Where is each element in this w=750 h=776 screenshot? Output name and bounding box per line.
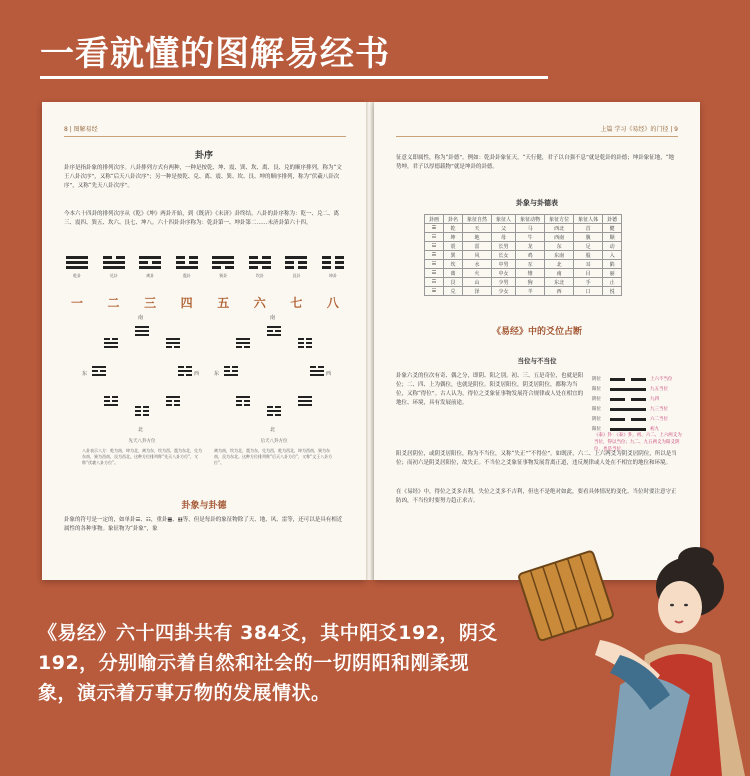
trigram-name: 坎卦 [255,273,264,278]
table-cell: ☴ [425,251,444,260]
trigram-2 [137,256,163,296]
trigram-zhen [224,366,238,376]
trigram-line [249,256,271,259]
table-cell: 北 [545,260,574,269]
trigram-numeral: 五 [217,296,230,310]
trigram-name: 坤卦 [328,273,337,278]
table-cell: ☲ [425,269,444,278]
paragraph: 卦象的符号是一定的，如单卦☰、☷，重卦䷀、䷁等，但是每卦的象征物除了天、地、风、雷等，还可以是具有相近属性的各种事物。象征物为“卦象”，象 [64,517,343,532]
table-cell: 腹 [574,233,603,242]
houtian-bagua-wheel [214,314,334,434]
table-row [425,260,622,269]
table-cell: 雷 [463,242,492,251]
trigram-numeral: 七 [290,296,303,310]
book-gutter [366,102,374,580]
paragraph: 阳爻居阴位，或阴爻居阳位，称为不当位，又称“失正”“不得位”。如既济，六二、上六两爻为阴爻居阴位，所以是当位；而初六是阴爻居阳位，故失正。不当位之爻象征事物发展背离正道，违反规律或人处在不相宜的地位和环境。 [396,451,677,466]
table-cell: ☱ [425,287,444,296]
annotation-note: 《泰》卦：《泰》卦，初、六二、上六两爻为当位，得以当位；九二、九五两爻为阳爻阴位，也是当位。 [594,433,682,452]
table-cell: 股 [574,251,603,260]
table-cell: ☶ [425,278,444,287]
table-cell: ☳ [425,242,444,251]
table-header-cell: 卦画 [425,215,444,224]
table-cell: 目 [574,269,603,278]
header-rule [64,136,346,137]
table-cell: 东 [545,242,574,251]
trigram-line [139,261,161,264]
table-cell: 山 [463,278,492,287]
trigram-line [322,266,344,269]
trigram-line [176,256,198,259]
trigram-name: 乾卦 [73,273,81,278]
yao-line [610,408,646,411]
direction-south: 南 [270,315,276,321]
trigram-line [103,256,125,259]
trigram-line [66,266,88,269]
header-rule [396,136,678,137]
trigram-line [322,261,344,264]
left-page [42,102,366,580]
trigram-name: 兑卦 [109,273,118,278]
table-cell: 西北 [545,224,574,233]
trigram-gen [236,396,250,406]
table-header-cell: 卦德 [603,215,622,224]
direction-west: 西 [326,371,332,377]
yao-position: 上六不当位 [650,377,673,382]
table-cell: 健 [603,224,622,233]
xiantian-bagua-wheel [82,314,202,434]
trigram-line [212,266,234,269]
direction-south: 南 [138,315,144,321]
trigram-line [212,256,234,259]
trigram-4 [210,256,236,296]
table-cell: 耳 [574,260,603,269]
table-cell: 离 [444,269,463,278]
yao-label: 阴位 [592,397,601,402]
table-cell: 火 [463,269,492,278]
trigram-kun [298,338,312,348]
table-cell: 鸡 [516,251,545,260]
table-cell: 坤 [444,233,463,242]
trigram-line [176,261,198,264]
trigram-xun [166,338,180,348]
trigram-numerals [64,294,346,311]
guaxiang-table [424,214,622,296]
trigram-1 [101,256,127,296]
table-cell: 南 [545,269,574,278]
trigram-xun [236,338,250,348]
yao-position: 初九 [650,427,659,432]
wheel-note: 离为南，坎为北，震为东，兑为西，乾为西北，坤为西南，巽为东南，艮为东北。这种方位排列称“后天八卦方位”，又称“文王八卦方位”。 [214,448,333,465]
yao-label: 阴位 [592,417,601,422]
trigram-line [285,261,307,264]
table-cell: 长女 [492,251,516,260]
table-cell: 止 [603,278,622,287]
trigram-line [139,256,161,259]
trigram-line [285,256,307,259]
table-cell: 丽 [603,269,622,278]
yao-label: 阴位 [592,377,601,382]
trigram-name: 巽卦 [219,273,228,278]
direction-north: 北 [138,427,144,433]
table-cell: 顺 [603,233,622,242]
table-cell: 龙 [516,242,545,251]
right-page-header: 上篇 学习《易经》的门径 | 9 [600,126,678,133]
trigram-line [66,261,88,264]
table-cell: 豕 [516,260,545,269]
table-cell: 长男 [492,242,516,251]
table-cell: 狗 [516,278,545,287]
table-cell: 手 [574,278,603,287]
table-cell: 坎 [444,260,463,269]
yao-position: 六二当位 [650,417,668,422]
paragraph: 卦序是指卦象的排列次序。八卦排列方式有两种，一种是按乾、坤、震、巽、坎、离、艮、兑的顺序排列，称为“文王八卦次序”，又称“后天八卦次序”；另一种是按乾、兑、离、震、巽、坎、艮、坤的顺序排列，称为“伏羲八卦次序”，又称“先天八卦次序”。 [64,165,342,189]
trigram-line [103,261,125,264]
trigram-dui [310,366,324,376]
table-header-cell: 象征自然 [463,215,492,224]
yao-position-diagram [592,374,682,434]
yao-row [592,404,682,414]
paragraph: 卦象六爻的位次有奇、偶之分，即阴、阳之别。初、三、五是奇位，也就是阳位；二、四、上为偶位，也就是阴位。阳爻居阳位，阴爻居阴位，都称为当位，又称“得位”。古人认为，得位之爻象征事物发展符合规律或人处在相宜的地位、环境，具有发展前途。 [396,373,584,406]
yao-line [610,398,646,401]
yao-row [592,374,682,384]
table-cell: 牛 [516,233,545,242]
table-cell: 天 [463,224,492,233]
table-row [425,233,622,242]
table-row [425,251,622,260]
table-cell: 震 [444,242,463,251]
table-cell: 地 [463,233,492,242]
yao-label: 阳位 [592,407,601,412]
trigram-5 [247,256,273,296]
wheel-caption: 先天八卦方位 [128,439,156,444]
table-cell: 雉 [516,269,545,278]
yao-line [610,418,646,421]
table-header-cell: 象征动物 [516,215,545,224]
trigram-numeral: 六 [253,296,266,310]
table-row [425,278,622,287]
trigram-line [103,266,125,269]
table-cell: 马 [516,224,545,233]
table-header-cell: 象征人 [492,215,516,224]
right-page [374,102,700,580]
table-title: 卦象与卦德表 [516,199,558,207]
trigram-line [176,266,198,269]
trigram-li [267,326,281,336]
paragraph: 今本六十四卦的排列次序从《乾》《坤》两卦开始，到《既济》《未济》卦终结。八卦的卦序称为：乾一、兑二、离三、震四、巽五、坎六、艮七、坤八。六十四卦卦序称为：乾卦第一、坤卦第二……未济卦第六十四。 [64,211,340,226]
yao-line [610,428,646,431]
table-cell: 入 [603,251,622,260]
banner-title: 一看就懂的图解易经书 [40,34,390,74]
table-cell: 泽 [463,287,492,296]
trigram-kan [267,406,281,416]
trigram-kun [135,406,149,416]
yao-label: 阳位 [592,427,601,432]
table-row [425,242,622,251]
trigram-line [249,261,271,264]
trigram-qian [135,326,149,336]
subsection-title: 当位与不当位 [517,357,557,365]
table-cell: 艮 [444,278,463,287]
table-cell: 悦 [603,287,622,296]
title-underline [40,76,548,79]
table-cell: 巽 [444,251,463,260]
trigram-numeral: 三 [144,296,157,310]
direction-east: 东 [82,371,88,377]
direction-north: 北 [270,427,276,433]
trigram-li [92,366,106,376]
table-cell: 羊 [516,287,545,296]
table-cell: 少女 [492,287,516,296]
table-cell: 首 [574,224,603,233]
trigram-gen [166,396,180,406]
yao-row [592,394,682,404]
table-row [425,287,622,296]
table-cell: 兑 [444,287,463,296]
table-cell: 水 [463,260,492,269]
table-cell: 少男 [492,278,516,287]
left-page-header: 8 | 图解易经 [64,126,98,133]
trigram-line [285,266,307,269]
trigram-7 [320,256,346,296]
trigram-numeral: 八 [326,296,339,310]
trigram-dui [104,338,118,348]
trigram-line [212,261,234,264]
trigram-numeral: 二 [107,296,120,310]
paragraph: 在《易经》中，得位之爻多吉利，失位之爻多不吉利，但也不是绝对如此，要看具体情况的变化。当位时要注意守正防凶，不当位时要努力趋正求吉。 [396,489,677,504]
trigram-zhen [104,396,118,406]
trigram-name: 离卦 [146,273,155,278]
table-row [425,269,622,278]
table-cell: 风 [463,251,492,260]
trigram-numeral: 一 [70,296,83,310]
yao-position: 九五当位 [650,387,668,392]
paragraph: 征意义即属性，称为“卦德”。例如：乾卦卦象征天，“天行健，君子以自强不息”就是乾卦的卦德；坤卦象征地，“地势坤，君子以厚德载物”就是坤卦的卦德。 [396,155,675,170]
yao-row [592,384,682,394]
table-header-cell: 象征人体 [574,215,603,224]
table-cell: ☵ [425,260,444,269]
section-title-guaxiang: 卦象与卦德 [181,501,227,511]
yao-label: 阳位 [592,387,601,392]
table-header-cell: 象征方位 [545,215,574,224]
yao-position: 九三当位 [650,407,668,412]
table-cell: 中男 [492,260,516,269]
table-cell: 足 [574,242,603,251]
table-cell: 西 [545,287,574,296]
table-cell: 东南 [545,251,574,260]
trigram-6 [283,256,309,296]
table-header-cell: 卦名 [444,215,463,224]
table-cell: 中女 [492,269,516,278]
table-cell: 口 [574,287,603,296]
table-cell: 母 [492,233,516,242]
trigram-3 [174,256,200,296]
direction-west: 西 [194,371,200,377]
wheel-caption: 后天八卦方位 [260,439,288,444]
scholar-illustration [500,545,750,776]
table-cell: 乾 [444,224,463,233]
table-row [425,224,622,233]
trigram-qian [298,396,312,406]
trigram-kan [178,366,192,376]
table-cell: 东北 [545,278,574,287]
trigram-0 [64,256,90,296]
table-cell: 动 [603,242,622,251]
table-cell: 西南 [545,233,574,242]
table-cell: ☰ [425,224,444,233]
trigram-name: 艮卦 [292,273,301,278]
trigram-numeral: 四 [180,296,193,310]
direction-east: 东 [214,371,220,377]
yao-row [592,414,682,424]
bottom-caption: 《易经》六十四卦共有 384爻，其中阳爻192，阴爻192，分别喻示着自然和社会的一切阴阳和刚柔现象，演示着万事万物的发展情状。 [38,622,498,704]
yao-line [610,388,646,391]
table-cell: 父 [492,224,516,233]
yao-position: 九四 [650,397,659,402]
trigram-line [249,266,271,269]
trigram-sequence [64,256,346,296]
yao-line [610,378,646,381]
trigram-line [322,256,344,259]
trigram-name: 震卦 [182,273,191,278]
trigram-line [66,256,88,259]
trigram-line [139,266,161,269]
table-cell: ☷ [425,233,444,242]
wheel-note: 八卦表示八方：乾为南，坤为北，离为东，坎为西，震为东北，兑为东南，巽为西南，艮为西北。这种方位排列称“先天八卦方位”，又称“伏羲八卦方位”。 [82,448,202,465]
section-title-guaxu: 卦序 [194,151,213,161]
table-cell: 陷 [603,260,622,269]
section-title-yaowei: 《易经》中的爻位占断 [491,327,582,337]
